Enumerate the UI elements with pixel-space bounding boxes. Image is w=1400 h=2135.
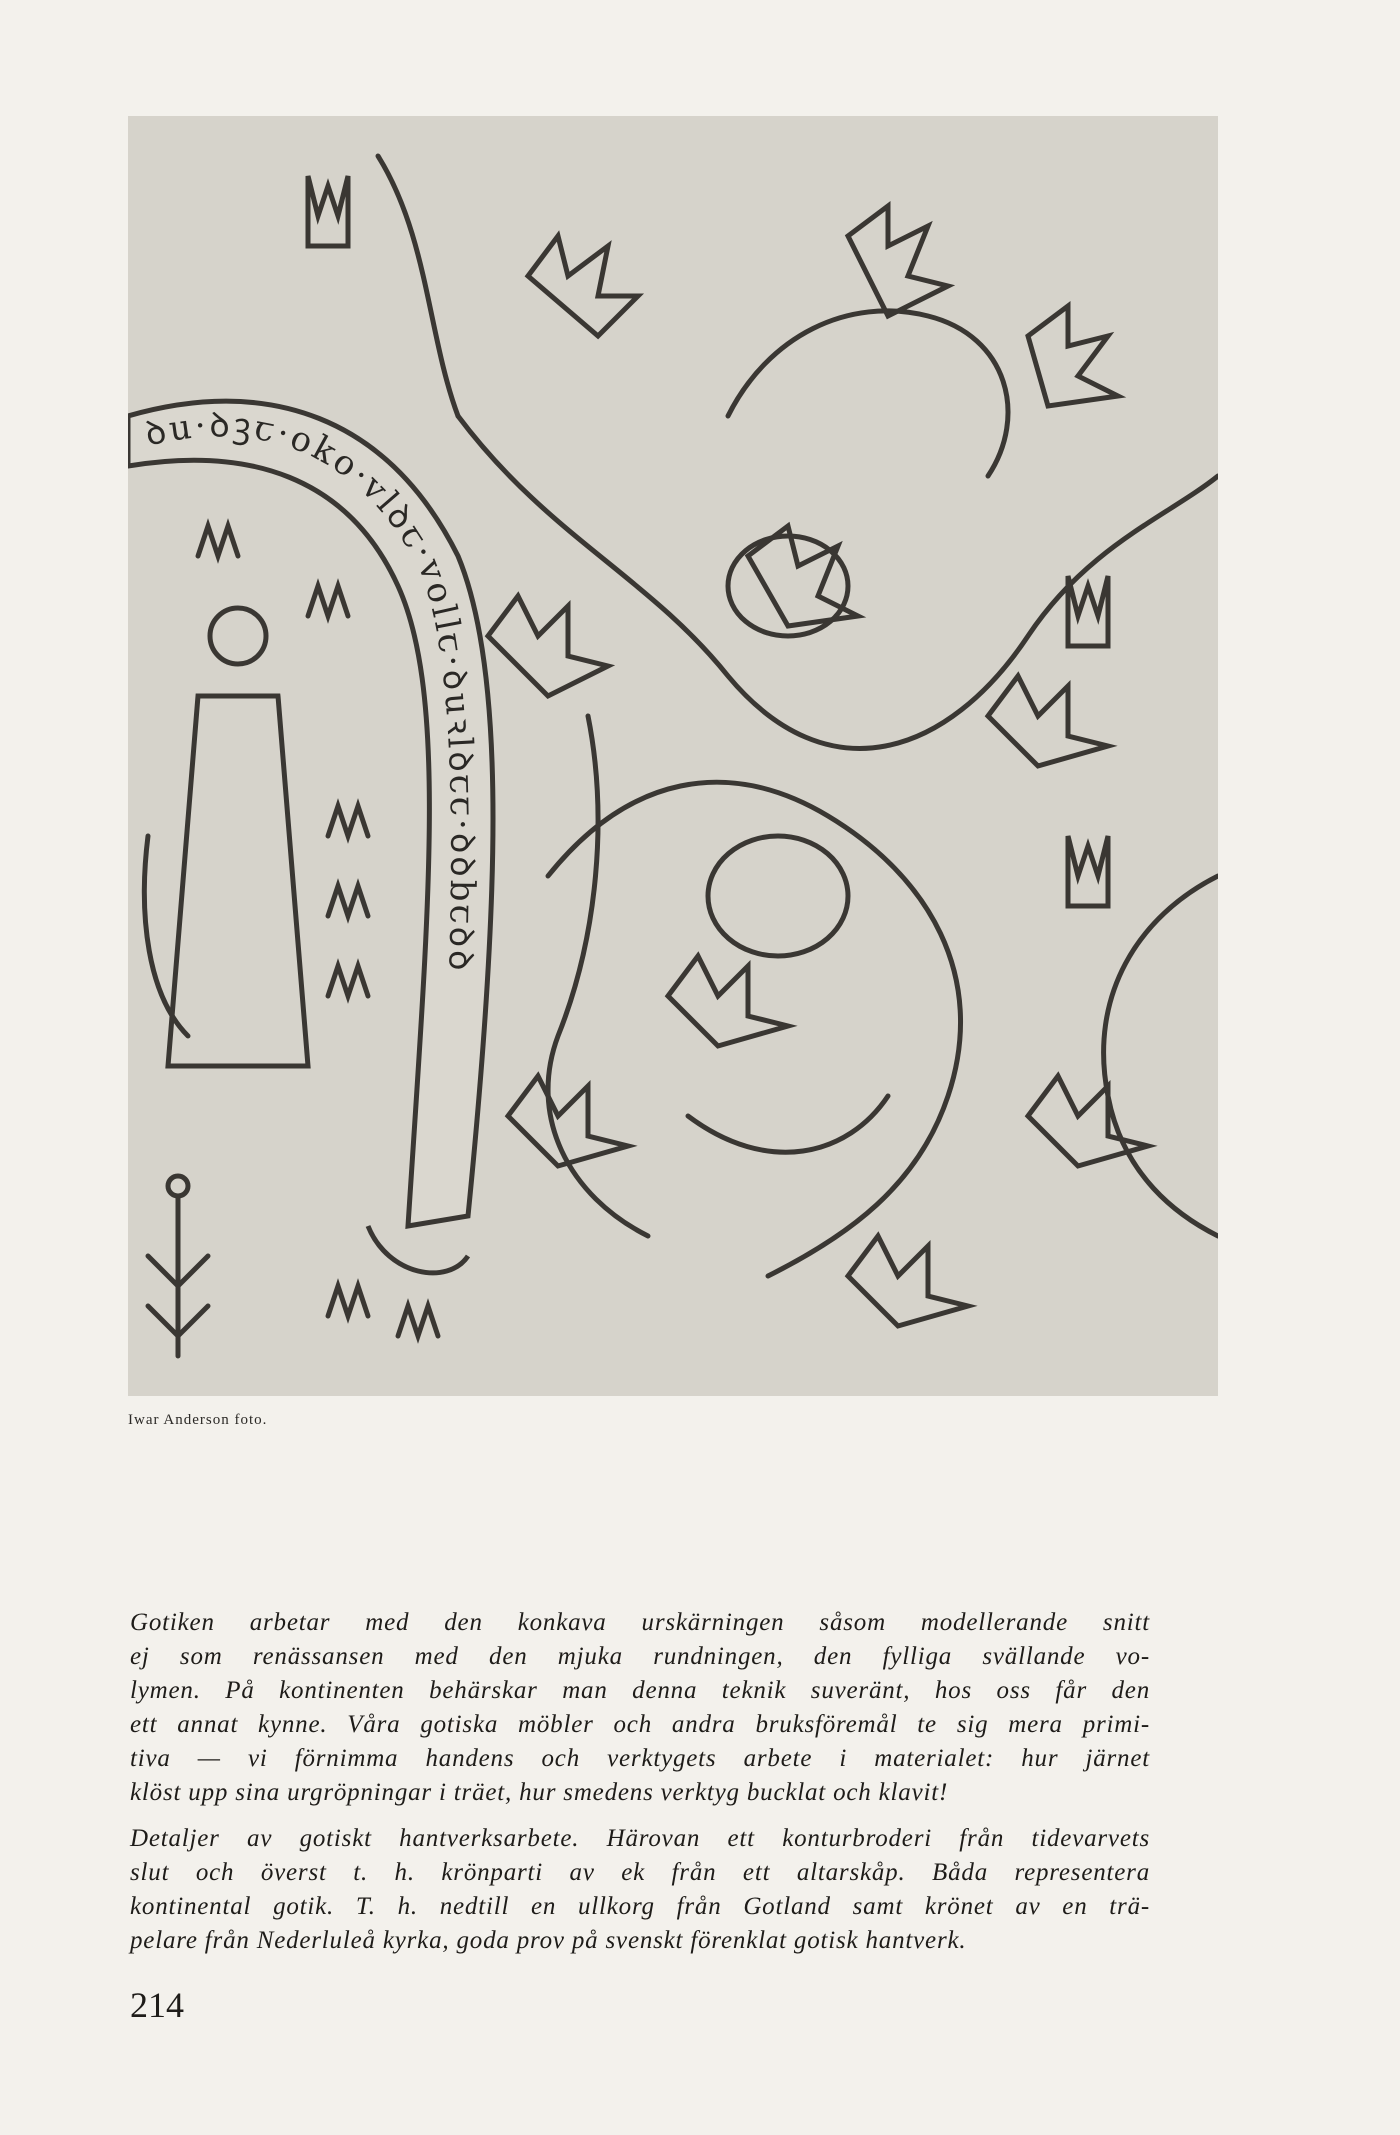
page-text (130, 1606, 1150, 1958)
caption-line: Detaljer av gotiskt hantverksarbete. Härovan ett konturbroderi från tidevarvets (130, 1825, 1150, 1852)
embroidery-photograph (128, 116, 1218, 1396)
photo-credit: Iwar Anderson foto. (128, 1412, 268, 1428)
paragraph-line: lymen. På kontinenten behärskar man denna teknik suveränt, hos oss får den (130, 1677, 1150, 1704)
paragraph-line: Gotiken arbetar med den konkava urskärningen såsom modellerande snitt (130, 1609, 1150, 1636)
embroidery-illustration (128, 116, 1218, 1396)
paragraph-line: klöst upp sina urgröpningar i träet, hur smedens verktyg bucklat och klavit! (130, 1779, 949, 1806)
caption-line: kontinental gotik. T. h. nedtill en ullkorg från Gotland samt krönet av en trä- (130, 1893, 1150, 1920)
caption-line: pelare från Nederluleå kyrka, goda prov på svenskt förenklat gotisk hantverk. (130, 1927, 967, 1954)
page-number: 214 (130, 1985, 184, 2025)
paragraph-line: tiva — vi förnimma handens och verktygets arbete i materialet: hur järnet (130, 1745, 1150, 1772)
scroll-inscription: ꝺu·ꝺꝫꞇ·oko·vlꝺꞇ·vollꞇ·ꝺuꝛlꝺꞇꞇ·ꝺꝺbꞇꝺꝺ (141, 405, 483, 975)
paragraph-line: ej som renässansen med den mjuka rundningen, den fylliga svällande vo- (130, 1643, 1150, 1670)
caption-line: slut och överst t. h. krönparti av ek från ett altarskåp. Båda representera (130, 1859, 1150, 1886)
paragraph-line: ett annat kynne. Våra gotiska möbler och andra bruksföremål te sig mera primi- (130, 1711, 1150, 1738)
body-paragraph (130, 1606, 1150, 1810)
figure-caption (130, 1822, 1150, 1958)
